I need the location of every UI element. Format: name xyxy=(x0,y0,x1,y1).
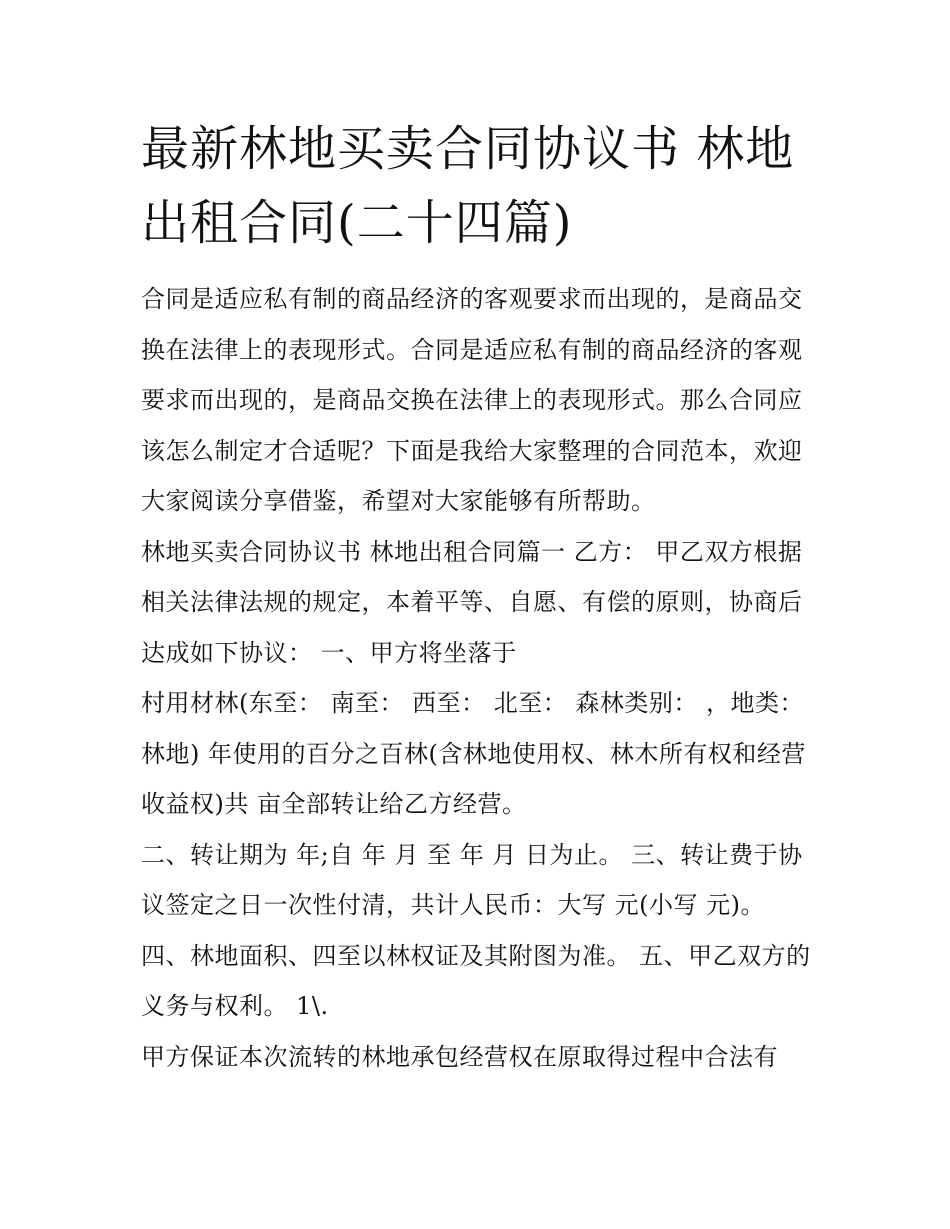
paragraph-term-and-fee: 二、转让期为 年;自 年 月 至 年 月 日为止。 三、转让费于协议签定之日一次性付清，共计人民币：大写 元(小写 元)。 xyxy=(141,840,803,919)
paragraph-area-and-obligations: 四、林地面积、四至以林权证及其附图为准。 五、甲乙双方的义务与权利。 1\. xyxy=(141,941,811,1020)
document-body xyxy=(141,112,821,1082)
paragraph-party-a-guarantee: 甲方保证本次流转的林地承包经营权在原取得过程中合法有 xyxy=(141,1042,778,1071)
document-title: 最新林地买卖合同协议书 林地出租合同(二十四篇) xyxy=(141,121,795,251)
paragraph-land-description: 村用材林(东至： 南至： 西至： 北至： 森林类别： ，地类：林地) 年使用的百分之百林(含林地使用权、林木所有权和经营收益权)共 亩全部转让给乙方经营。 xyxy=(141,689,806,818)
paragraph-contract-opening: 林地买卖合同协议书 林地出租合同篇一 乙方： 甲乙双方根据相关法律法规的规定，本着平等、自愿、有偿的原则，协商后达成如下协议： 一、甲方将坐落于 xyxy=(141,537,803,667)
paragraph-intro: 合同是适应私有制的商品经济的客观要求而出现的，是商品交换在法律上的表现形式。合同是适应私有制的商品经济的客观要求而出现的，是商品交换在法律上的表现形式。那么合同应该怎么制定才合适呢？下面是我给大家整理的合同范本，欢迎大家阅读分享借鉴，希望对大家能够有所帮助。 xyxy=(141,285,803,515)
